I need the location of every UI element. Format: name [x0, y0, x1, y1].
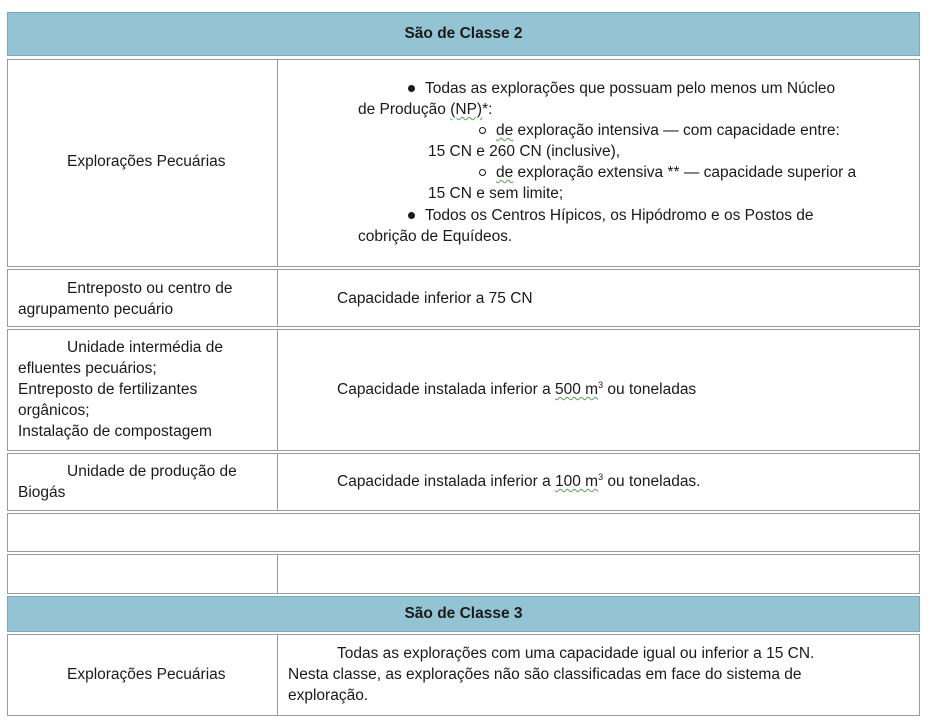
bullet-icon: [408, 85, 415, 92]
row-value-cell: [278, 454, 919, 510]
class2-header-text: São de Classe 2: [404, 25, 523, 42]
row-label: Biogás: [18, 484, 66, 501]
sub-bullet-cont: 15 CN e sem limite;: [428, 185, 564, 202]
row-label: Entreposto ou centro de: [67, 280, 233, 297]
class3-header-text: São de Classe 3: [404, 605, 523, 622]
row-label: Instalação de compostagem: [18, 423, 212, 440]
row-label: Explorações Pecuárias: [67, 666, 226, 683]
row-value: Todas as explorações com uma capacidade igual ou inferior a 15 CN.: [337, 645, 815, 662]
circle-bullet-icon: [479, 169, 486, 176]
row-label: Unidade intermédia de: [67, 339, 223, 356]
circle-bullet-icon: [479, 127, 486, 134]
table-row: [7, 453, 920, 511]
bullet-item: Todas as explorações que possuam pelo menos um Núcleo: [408, 78, 835, 99]
sub-bullet-item: de exploração intensiva — com capacidade entre:: [479, 120, 840, 141]
row-label: agrupamento pecuário: [18, 301, 174, 318]
class3-header: [7, 596, 920, 632]
row-value-cell: [278, 330, 919, 450]
table-row: [7, 329, 920, 451]
table-row: [7, 269, 920, 327]
class2-header: [7, 12, 920, 56]
bullet-item-cont: de Produção (NP)*:: [358, 101, 493, 118]
row-value-cell: [278, 60, 919, 266]
row-value: Capacidade inferior a 75 CN: [337, 290, 533, 307]
row-label: Unidade de produção de: [67, 463, 237, 480]
table-row: [7, 59, 920, 267]
empty-cell: [278, 555, 919, 593]
row-label-cell: [8, 635, 278, 715]
empty-row: [7, 513, 920, 552]
bullet-item-cont: cobrição de Equídeos.: [358, 228, 513, 245]
sub-bullet-item: de exploração extensiva ** — capacidade superior a: [479, 162, 856, 183]
row-value: Capacidade instalada inferior a 500 $m^3$ ou toneladas: [337, 379, 697, 398]
row-label: Explorações Pecuárias: [67, 153, 226, 170]
row-label: Entreposto de fertilizantes: [18, 381, 198, 398]
row-value: exploração.: [288, 687, 369, 704]
row-label: efluentes pecuários;: [18, 360, 157, 377]
row-value: Capacidade instalada inferior a 100 $m^3$ ou toneladas.: [337, 471, 701, 490]
bullet-icon: [408, 212, 415, 219]
row-label-cell: [8, 60, 278, 266]
row-value-cell: [278, 635, 919, 715]
bullet-item: Todos os Centros Hípicos, os Hipódromo e os Postos de: [408, 205, 814, 226]
row-label-cell: [8, 270, 278, 326]
row-value-cell: [278, 270, 919, 326]
empty-row: [7, 554, 920, 594]
sub-bullet-cont: 15 CN e 260 CN (inclusive),: [428, 143, 621, 160]
row-label: orgânicos;: [18, 402, 90, 419]
table-row: [7, 634, 920, 716]
row-value: Nesta classe, as explorações não são classificadas em face do sistema de: [288, 666, 802, 683]
row-label-cell: [8, 454, 278, 510]
empty-cell: [8, 555, 278, 593]
row-label-cell: [8, 330, 278, 450]
